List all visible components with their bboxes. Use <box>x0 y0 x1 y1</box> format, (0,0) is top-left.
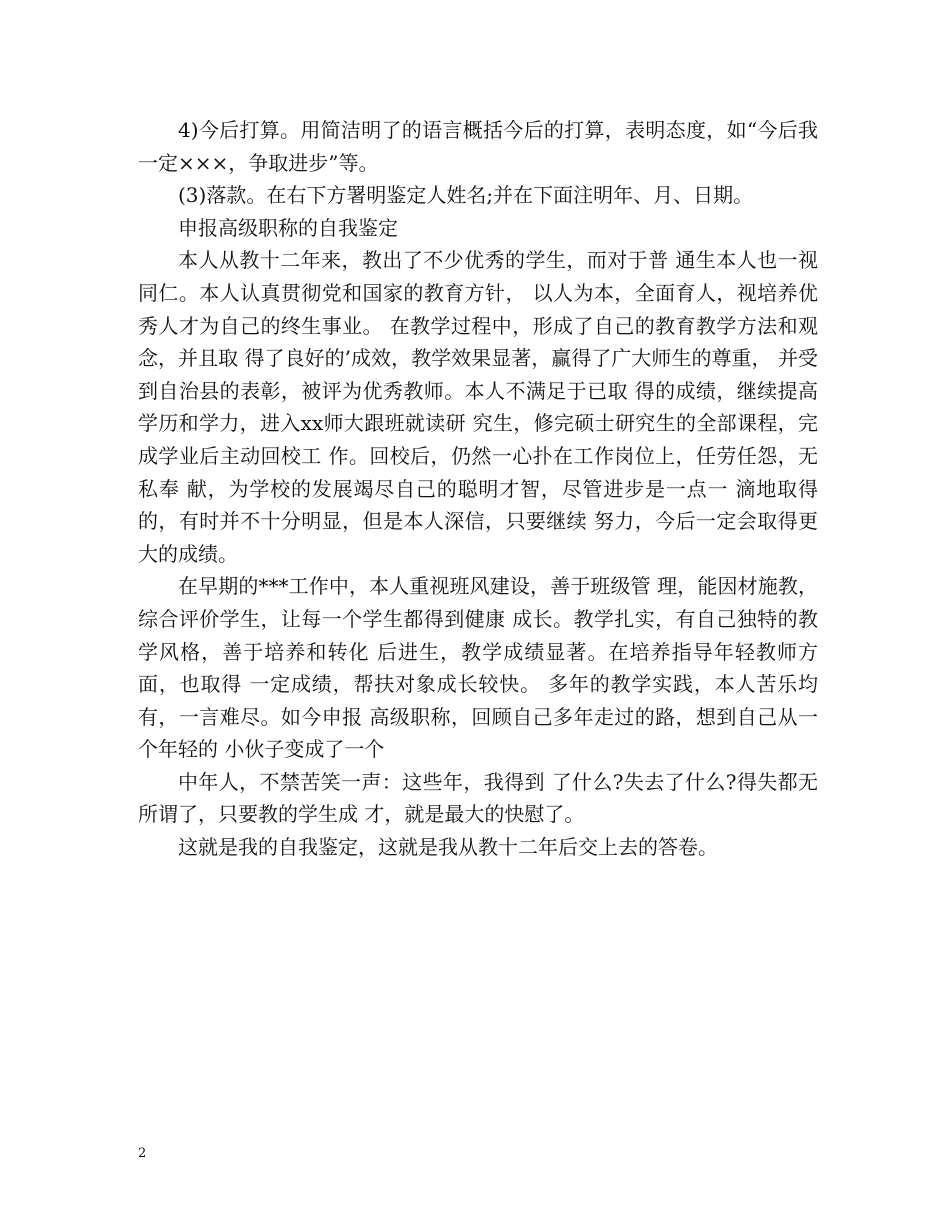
paragraph-teaching-career: 本人从教十二年来，教出了不少优秀的学生，而对于普 通生本人也一视同仁。本人认真贯彻党和国家的教育方针， 以人为本，全面育人，视培养优秀人才为自己的终生事业。 在教学过程中，形成了自己的教育教学方法和观念，并且取 得了良好的’成效，教学效果显著，赢得了广大师生的尊重， 并受到自治县的表彰，被评为优秀教师。本人不满足于已取 得的成绩，继续提高学历和学力，进入xx师大跟班就读研 究生，修完硕士研究生的全部课程，完成学业后主动回校工 作。回校后，仍然一心扑在工作岗位上，任劳任怨，无私奉 献，为学校的发展竭尽自己的聪明才智，尽管进步是一点一 滴地取得的，有时并不十分明显，但是本人深信，只要继续 努力，今后一定会取得更大的成绩。 <box>138 248 818 566</box>
section-heading: 申报高级职称的自我鉴定 <box>178 215 398 240</box>
paragraph-signature-note: (3)落款。在右下方署明鉴定人姓名;并在下面注明年、月、日期。 <box>178 183 754 208</box>
paragraph-reflection: 中年人，不禁苦笑一声：这些年，我得到 了什么?失去了什么?得失都无所谓了，只要教的学生成 才，就是最大的快慰了。 <box>138 769 818 827</box>
paragraph-conclusion: 这就是我的自我鉴定，这就是我从教十二年后交上去的答卷。 <box>178 835 718 860</box>
paragraph-class-management: 在早期的***工作中，本人重视班风建设，善于班级管 理，能因材施教，综合评价学生，让每一个学生都得到健康 成长。教学扎实，有自己独特的教学风格，善于培养和转化 后进生，教学成绩显著。在培养指导年轻教师方面，也取得 一定成绩，帮扶对象成长较快。 多年的教学实践，本人苦乐均有，一言难尽。如今申报 高级职称，回顾自己多年走过的路，想到自己从一个年轻的 小伙子变成了一个 <box>138 574 818 762</box>
document-body <box>138 114 818 864</box>
paragraph-future-plans: 4)今后打算。用简洁明了的语言概括今后的打算，表明态度，如“今后我一定×××，争取进步”等。 <box>138 118 818 175</box>
page-number: 2 <box>138 1146 147 1161</box>
